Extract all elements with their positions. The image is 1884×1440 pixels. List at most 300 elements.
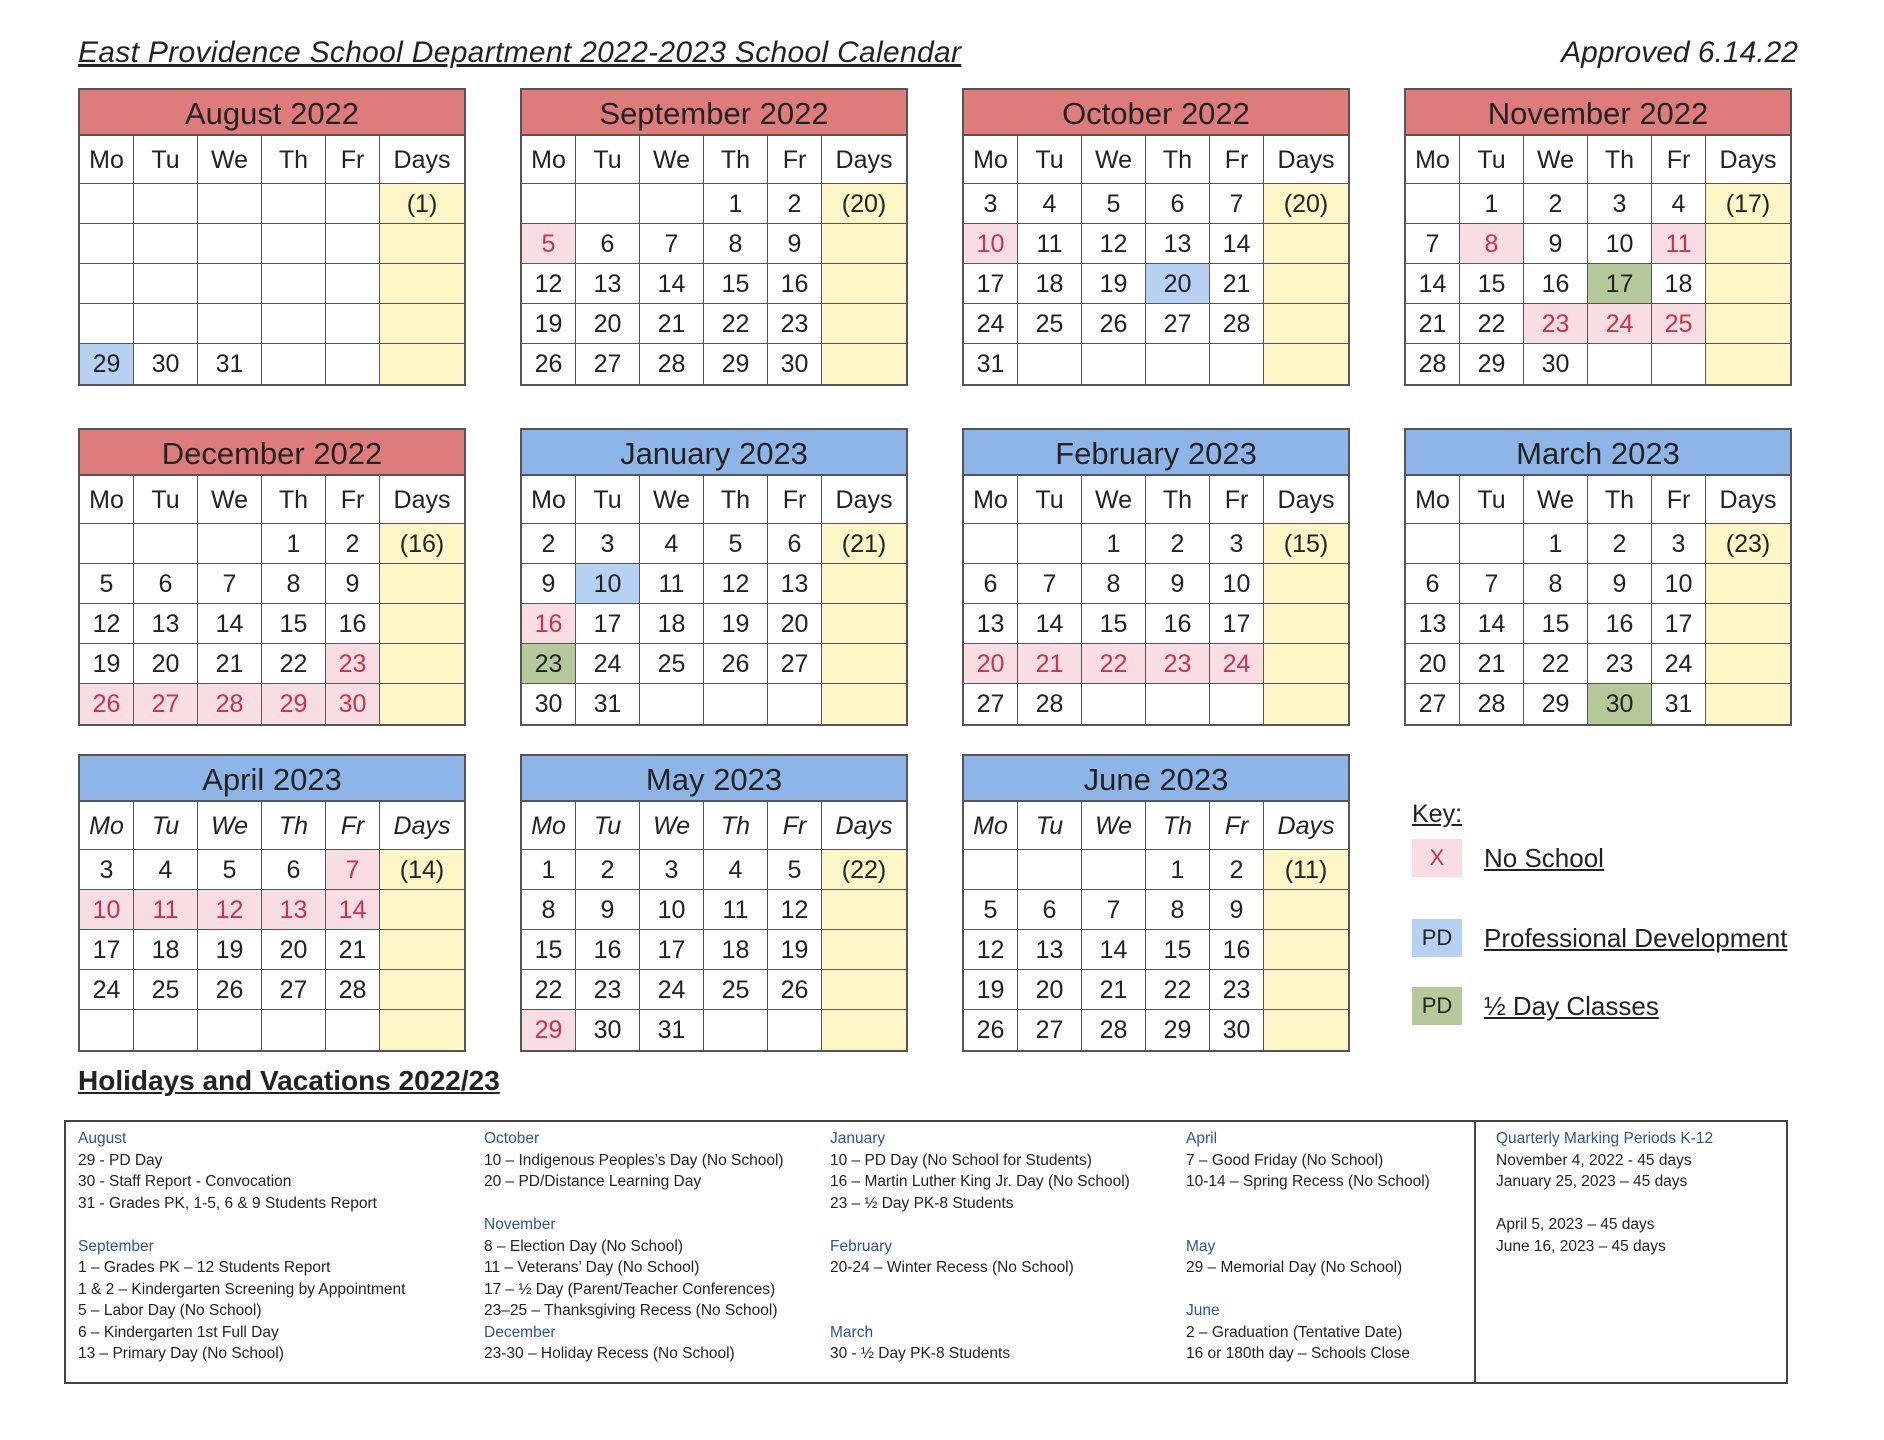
day-cell bbox=[1406, 184, 1460, 224]
day-cell bbox=[1652, 344, 1706, 384]
day-cell: 27 bbox=[134, 684, 198, 724]
holiday-entry: 7 – Good Friday (No School) bbox=[1186, 1151, 1384, 1169]
month-title: October 2022 bbox=[964, 90, 1348, 136]
key-label-no-school: No School bbox=[1484, 842, 1604, 873]
day-cell: 7 bbox=[1460, 564, 1524, 604]
day-cell: 16 bbox=[576, 930, 640, 970]
day-cell: 14 bbox=[326, 890, 380, 930]
day-cell: 9 bbox=[768, 224, 822, 264]
day-cell bbox=[326, 184, 380, 224]
day-cell: 21 bbox=[326, 930, 380, 970]
day-cell: 19 bbox=[198, 930, 262, 970]
day-cell: 24 bbox=[576, 644, 640, 684]
month-march-2023 bbox=[1404, 428, 1792, 726]
day-cell: 14 bbox=[1082, 930, 1146, 970]
weekday-header: We bbox=[198, 476, 262, 524]
day-cell: 15 bbox=[1082, 604, 1146, 644]
day-cell: 2 bbox=[1146, 524, 1210, 564]
day-cell: 8 bbox=[704, 224, 768, 264]
day-cell: 19 bbox=[80, 644, 134, 684]
spacer bbox=[1496, 1193, 1713, 1215]
day-cell: 5 bbox=[704, 524, 768, 564]
weekday-header: We bbox=[198, 136, 262, 184]
weekday-header: Days bbox=[1264, 802, 1348, 850]
day-cell bbox=[134, 224, 198, 264]
holiday-month-heading: October bbox=[484, 1130, 540, 1147]
day-cell: 11 bbox=[640, 564, 704, 604]
pd-swatch: PD bbox=[1412, 919, 1462, 957]
holiday-entry: 31 - Grades PK, 1-5, 6 & 9 Students Report bbox=[78, 1194, 377, 1212]
day-cell: 7 bbox=[326, 850, 380, 890]
holiday-entry: 29 – Memorial Day (No School) bbox=[1186, 1259, 1403, 1276]
weekday-header: Th bbox=[1588, 136, 1652, 184]
day-cell bbox=[1018, 524, 1082, 564]
month-title: February 2023 bbox=[964, 430, 1348, 476]
day-cell: 3 bbox=[576, 524, 640, 564]
day-cell: 16 bbox=[1588, 604, 1652, 644]
days-cell bbox=[1706, 604, 1790, 644]
days-cell bbox=[822, 304, 906, 344]
day-cell: 7 bbox=[1018, 564, 1082, 604]
month-june-2023 bbox=[962, 754, 1350, 1052]
days-cell bbox=[1706, 564, 1790, 604]
holiday-entry: 10 – PD Day (No School for Students) bbox=[830, 1151, 1092, 1169]
day-cell: 6 bbox=[768, 524, 822, 564]
day-cell bbox=[326, 264, 380, 304]
weekday-header: We bbox=[1524, 476, 1588, 524]
day-cell: 17 bbox=[640, 930, 704, 970]
days-cell bbox=[380, 890, 464, 930]
day-cell: 12 bbox=[1082, 224, 1146, 264]
day-cell: 17 bbox=[1588, 264, 1652, 304]
holiday-entry: 20 – PD/Distance Learning Day bbox=[484, 1173, 702, 1190]
days-cell bbox=[1706, 344, 1790, 384]
day-cell: 2 bbox=[1524, 184, 1588, 224]
day-cell bbox=[1210, 344, 1264, 384]
weekday-header: Th bbox=[1146, 136, 1210, 184]
month-grid bbox=[80, 476, 464, 724]
day-cell: 2 bbox=[768, 184, 822, 224]
day-cell: 22 bbox=[1146, 970, 1210, 1010]
day-cell: 10 bbox=[1588, 224, 1652, 264]
days-count: (17) bbox=[1706, 184, 1790, 224]
holiday-entry: 10-14 – Spring Recess (No School) bbox=[1186, 1173, 1430, 1190]
day-cell: 23 bbox=[1524, 304, 1588, 344]
weekday-header: Mo bbox=[1406, 136, 1460, 184]
day-cell: 19 bbox=[768, 930, 822, 970]
day-cell: 28 bbox=[640, 344, 704, 384]
day-cell: 13 bbox=[768, 564, 822, 604]
day-cell bbox=[1082, 684, 1146, 724]
day-cell: 29 bbox=[1146, 1010, 1210, 1050]
days-cell bbox=[380, 644, 464, 684]
day-cell: 31 bbox=[576, 684, 640, 724]
day-cell bbox=[576, 184, 640, 224]
days-count: (16) bbox=[380, 524, 464, 564]
weekday-header: Th bbox=[262, 476, 326, 524]
weekday-header: Mo bbox=[80, 136, 134, 184]
days-cell bbox=[1264, 344, 1348, 384]
column-divider bbox=[1474, 1122, 1476, 1382]
weekday-header: Mo bbox=[964, 136, 1018, 184]
weekday-header: Th bbox=[1146, 476, 1210, 524]
days-cell bbox=[822, 644, 906, 684]
weekday-header: Th bbox=[704, 802, 768, 850]
days-cell bbox=[1264, 264, 1348, 304]
month-august-2022 bbox=[78, 88, 466, 386]
day-cell: 21 bbox=[1210, 264, 1264, 304]
day-cell: 26 bbox=[80, 684, 134, 724]
day-cell: 8 bbox=[262, 564, 326, 604]
day-cell: 18 bbox=[1652, 264, 1706, 304]
days-cell bbox=[1264, 1010, 1348, 1050]
weekday-header: Fr bbox=[326, 136, 380, 184]
day-cell: 23 bbox=[768, 304, 822, 344]
day-cell: 28 bbox=[326, 970, 380, 1010]
day-cell: 4 bbox=[704, 850, 768, 890]
holiday-entry: 11 – Veterans’ Day (No School) bbox=[484, 1259, 700, 1276]
key-item-no-school bbox=[1412, 839, 1832, 877]
weekday-header: We bbox=[640, 476, 704, 524]
day-cell: 21 bbox=[640, 304, 704, 344]
day-cell: 3 bbox=[1588, 184, 1652, 224]
day-cell bbox=[262, 184, 326, 224]
day-cell: 26 bbox=[198, 970, 262, 1010]
month-october-2022 bbox=[962, 88, 1350, 386]
weekday-header: Fr bbox=[1210, 136, 1264, 184]
day-cell: 25 bbox=[640, 644, 704, 684]
holiday-month-heading: Quarterly Marking Periods K-12 bbox=[1496, 1130, 1714, 1147]
month-title: April 2023 bbox=[80, 756, 464, 802]
day-cell: 7 bbox=[1082, 890, 1146, 930]
month-title: March 2023 bbox=[1406, 430, 1790, 476]
holidays-title: Holidays and Vacations 2022/23 bbox=[78, 1065, 500, 1096]
day-cell: 27 bbox=[964, 684, 1018, 724]
day-cell: 6 bbox=[134, 564, 198, 604]
month-grid bbox=[522, 476, 906, 724]
day-cell bbox=[326, 344, 380, 384]
day-cell: 30 bbox=[326, 684, 380, 724]
day-cell: 13 bbox=[576, 264, 640, 304]
day-cell: 24 bbox=[964, 304, 1018, 344]
day-cell: 20 bbox=[1406, 644, 1460, 684]
day-cell: 24 bbox=[1588, 304, 1652, 344]
day-cell: 5 bbox=[522, 224, 576, 264]
weekday-header: Mo bbox=[80, 802, 134, 850]
days-cell bbox=[1706, 644, 1790, 684]
day-cell: 16 bbox=[1146, 604, 1210, 644]
holiday-entry: 30 - ½ Day PK-8 Students bbox=[830, 1345, 1011, 1362]
day-cell bbox=[80, 524, 134, 564]
weekday-header: We bbox=[198, 802, 262, 850]
day-cell bbox=[262, 304, 326, 344]
day-cell: 18 bbox=[640, 604, 704, 644]
day-cell: 4 bbox=[134, 850, 198, 890]
days-cell bbox=[380, 604, 464, 644]
weekday-header: Th bbox=[262, 802, 326, 850]
days-count: (21) bbox=[822, 524, 906, 564]
day-cell: 15 bbox=[1460, 264, 1524, 304]
day-cell: 8 bbox=[1460, 224, 1524, 264]
weekday-header: Fr bbox=[1652, 136, 1706, 184]
weekday-header: Tu bbox=[1460, 136, 1524, 184]
weekday-header: Tu bbox=[1460, 476, 1524, 524]
holiday-entry: 1 & 2 – Kindergarten Screening by Appointment bbox=[78, 1280, 406, 1298]
day-cell bbox=[1406, 524, 1460, 564]
day-cell: 27 bbox=[1018, 1010, 1082, 1050]
day-cell: 5 bbox=[198, 850, 262, 890]
holiday-entry: 30 - Staff Report - Convocation bbox=[78, 1173, 292, 1190]
weekday-header: Th bbox=[704, 476, 768, 524]
half-day-swatch: PD bbox=[1412, 987, 1462, 1025]
month-april-2023 bbox=[78, 754, 466, 1052]
holiday-entry: 23-30 – Holiday Recess (No School) bbox=[484, 1345, 735, 1362]
day-cell bbox=[134, 264, 198, 304]
day-cell: 13 bbox=[1146, 224, 1210, 264]
day-cell: 22 bbox=[704, 304, 768, 344]
month-grid bbox=[964, 802, 1348, 1050]
day-cell: 14 bbox=[1460, 604, 1524, 644]
day-cell: 27 bbox=[768, 644, 822, 684]
key-item-half-day bbox=[1412, 987, 1832, 1025]
weekday-header: Tu bbox=[1018, 476, 1082, 524]
day-cell: 19 bbox=[1082, 264, 1146, 304]
day-cell bbox=[768, 1010, 822, 1050]
day-cell bbox=[134, 304, 198, 344]
day-cell: 1 bbox=[704, 184, 768, 224]
day-cell: 16 bbox=[522, 604, 576, 644]
holiday-entry: 2 – Graduation (Tentative Date) bbox=[1186, 1323, 1403, 1341]
day-cell: 6 bbox=[1406, 564, 1460, 604]
day-cell bbox=[134, 184, 198, 224]
day-cell bbox=[1082, 850, 1146, 890]
weekday-header: Days bbox=[380, 136, 464, 184]
day-cell: 16 bbox=[1210, 930, 1264, 970]
day-cell: 21 bbox=[1018, 644, 1082, 684]
days-cell bbox=[822, 1010, 906, 1050]
day-cell: 13 bbox=[1406, 604, 1460, 644]
month-title: August 2022 bbox=[80, 90, 464, 136]
day-cell: 28 bbox=[1082, 1010, 1146, 1050]
day-cell: 28 bbox=[1018, 684, 1082, 724]
weekday-header: Days bbox=[380, 476, 464, 524]
day-cell: 27 bbox=[1146, 304, 1210, 344]
day-cell: 12 bbox=[80, 604, 134, 644]
days-cell bbox=[1706, 264, 1790, 304]
day-cell: 29 bbox=[522, 1010, 576, 1050]
holiday-column bbox=[78, 1128, 405, 1365]
day-cell bbox=[198, 264, 262, 304]
day-cell: 30 bbox=[576, 1010, 640, 1050]
weekday-header: Tu bbox=[134, 802, 198, 850]
day-cell: 26 bbox=[1082, 304, 1146, 344]
day-cell: 22 bbox=[262, 644, 326, 684]
day-cell: 20 bbox=[262, 930, 326, 970]
day-cell: 17 bbox=[576, 604, 640, 644]
day-cell: 29 bbox=[80, 344, 134, 384]
day-cell: 6 bbox=[1146, 184, 1210, 224]
days-count: (23) bbox=[1706, 524, 1790, 564]
weekday-header: Mo bbox=[522, 802, 576, 850]
holiday-entry: 1 – Grades PK – 12 Students Report bbox=[78, 1259, 331, 1276]
days-cell bbox=[822, 264, 906, 304]
month-january-2023 bbox=[520, 428, 908, 726]
day-cell: 23 bbox=[1146, 644, 1210, 684]
days-cell bbox=[822, 224, 906, 264]
weekday-header: Mo bbox=[80, 476, 134, 524]
day-cell: 1 bbox=[522, 850, 576, 890]
weekday-header: Fr bbox=[1210, 802, 1264, 850]
holiday-entry: January 25, 2023 – 45 days bbox=[1496, 1173, 1688, 1190]
day-cell: 9 bbox=[1588, 564, 1652, 604]
month-grid bbox=[964, 476, 1348, 724]
day-cell: 21 bbox=[198, 644, 262, 684]
weekday-header: Fr bbox=[768, 136, 822, 184]
day-cell: 10 bbox=[80, 890, 134, 930]
month-grid bbox=[1406, 476, 1790, 724]
day-cell: 11 bbox=[1652, 224, 1706, 264]
holiday-entry: November 4, 2022 - 45 days bbox=[1496, 1151, 1692, 1169]
day-cell: 29 bbox=[1524, 684, 1588, 724]
days-cell bbox=[822, 344, 906, 384]
days-count: (1) bbox=[380, 184, 464, 224]
day-cell: 23 bbox=[326, 644, 380, 684]
weekday-header: We bbox=[1082, 136, 1146, 184]
day-cell bbox=[80, 304, 134, 344]
day-cell: 11 bbox=[1018, 224, 1082, 264]
holiday-entry: June 16, 2023 – 45 days bbox=[1496, 1237, 1666, 1255]
day-cell: 20 bbox=[768, 604, 822, 644]
day-cell: 27 bbox=[1406, 684, 1460, 724]
holiday-month-heading: September bbox=[78, 1237, 154, 1255]
day-cell bbox=[326, 1010, 380, 1050]
day-cell bbox=[198, 524, 262, 564]
spacer bbox=[78, 1214, 405, 1236]
day-cell bbox=[198, 1010, 262, 1050]
days-cell bbox=[822, 970, 906, 1010]
day-cell: 9 bbox=[326, 564, 380, 604]
day-cell: 1 bbox=[1082, 524, 1146, 564]
spacer bbox=[1186, 1279, 1430, 1301]
day-cell: 14 bbox=[640, 264, 704, 304]
weekday-header: Days bbox=[1706, 476, 1790, 524]
day-cell: 14 bbox=[1210, 224, 1264, 264]
day-cell bbox=[80, 184, 134, 224]
weekday-header: Tu bbox=[1018, 136, 1082, 184]
day-cell: 22 bbox=[522, 970, 576, 1010]
weekday-header: Fr bbox=[768, 802, 822, 850]
days-cell bbox=[1706, 684, 1790, 724]
holiday-column bbox=[1496, 1128, 1713, 1257]
day-cell: 6 bbox=[964, 564, 1018, 604]
day-cell: 12 bbox=[522, 264, 576, 304]
month-title: May 2023 bbox=[522, 756, 906, 802]
day-cell: 24 bbox=[1210, 644, 1264, 684]
day-cell bbox=[1146, 344, 1210, 384]
weekday-header: Mo bbox=[522, 136, 576, 184]
day-cell bbox=[198, 184, 262, 224]
days-count: (22) bbox=[822, 850, 906, 890]
day-cell: 8 bbox=[522, 890, 576, 930]
day-cell: 12 bbox=[704, 564, 768, 604]
days-count: (20) bbox=[822, 184, 906, 224]
weekday-header: Days bbox=[380, 802, 464, 850]
day-cell: 4 bbox=[640, 524, 704, 564]
weekday-header: Fr bbox=[768, 476, 822, 524]
day-cell bbox=[198, 224, 262, 264]
days-cell bbox=[1706, 304, 1790, 344]
weekday-header: Th bbox=[262, 136, 326, 184]
days-count: (15) bbox=[1264, 524, 1348, 564]
day-cell: 19 bbox=[964, 970, 1018, 1010]
key-item-pd bbox=[1412, 919, 1832, 957]
weekday-header: Mo bbox=[522, 476, 576, 524]
weekday-header: Days bbox=[1264, 476, 1348, 524]
weekday-header: Tu bbox=[134, 136, 198, 184]
holiday-entry: 29 - PD Day bbox=[78, 1151, 163, 1169]
weekday-header: Mo bbox=[964, 802, 1018, 850]
day-cell: 29 bbox=[704, 344, 768, 384]
month-may-2023 bbox=[520, 754, 908, 1052]
day-cell: 28 bbox=[1460, 684, 1524, 724]
weekday-header: We bbox=[640, 802, 704, 850]
day-cell: 5 bbox=[1082, 184, 1146, 224]
month-grid bbox=[1406, 136, 1790, 384]
spacer bbox=[830, 1279, 1130, 1301]
day-cell: 19 bbox=[704, 604, 768, 644]
day-cell: 11 bbox=[704, 890, 768, 930]
days-cell bbox=[380, 930, 464, 970]
weekday-header: Tu bbox=[1018, 802, 1082, 850]
weekday-header: Fr bbox=[326, 802, 380, 850]
day-cell bbox=[640, 684, 704, 724]
holiday-month-heading: May bbox=[1186, 1237, 1216, 1255]
holiday-entry: 6 – Kindergarten 1st Full Day bbox=[78, 1323, 279, 1341]
day-cell: 16 bbox=[326, 604, 380, 644]
days-cell bbox=[1264, 304, 1348, 344]
day-cell: 28 bbox=[1406, 344, 1460, 384]
day-cell: 1 bbox=[1146, 850, 1210, 890]
day-cell: 23 bbox=[522, 644, 576, 684]
days-cell bbox=[380, 344, 464, 384]
days-cell bbox=[1264, 930, 1348, 970]
day-cell: 22 bbox=[1082, 644, 1146, 684]
day-cell bbox=[80, 1010, 134, 1050]
day-cell bbox=[704, 1010, 768, 1050]
weekday-header: Mo bbox=[1406, 476, 1460, 524]
day-cell bbox=[80, 224, 134, 264]
day-cell: 4 bbox=[1652, 184, 1706, 224]
page-title: East Providence School Department 2022-2023 School Calendar bbox=[78, 36, 962, 69]
day-cell: 15 bbox=[262, 604, 326, 644]
weekday-header: We bbox=[640, 136, 704, 184]
month-february-2023 bbox=[962, 428, 1350, 726]
holiday-entry: April 5, 2023 – 45 days bbox=[1496, 1216, 1655, 1233]
holiday-entry: 16 – Martin Luther King Jr. Day (No School) bbox=[830, 1173, 1130, 1190]
day-cell: 17 bbox=[964, 264, 1018, 304]
day-cell bbox=[262, 1010, 326, 1050]
day-cell bbox=[262, 224, 326, 264]
day-cell bbox=[522, 184, 576, 224]
days-cell bbox=[1264, 970, 1348, 1010]
day-cell: 17 bbox=[80, 930, 134, 970]
weekday-header: Days bbox=[822, 136, 906, 184]
month-grid bbox=[964, 136, 1348, 384]
day-cell: 6 bbox=[576, 224, 640, 264]
day-cell: 13 bbox=[964, 604, 1018, 644]
weekday-header: Fr bbox=[1210, 476, 1264, 524]
day-cell: 30 bbox=[134, 344, 198, 384]
